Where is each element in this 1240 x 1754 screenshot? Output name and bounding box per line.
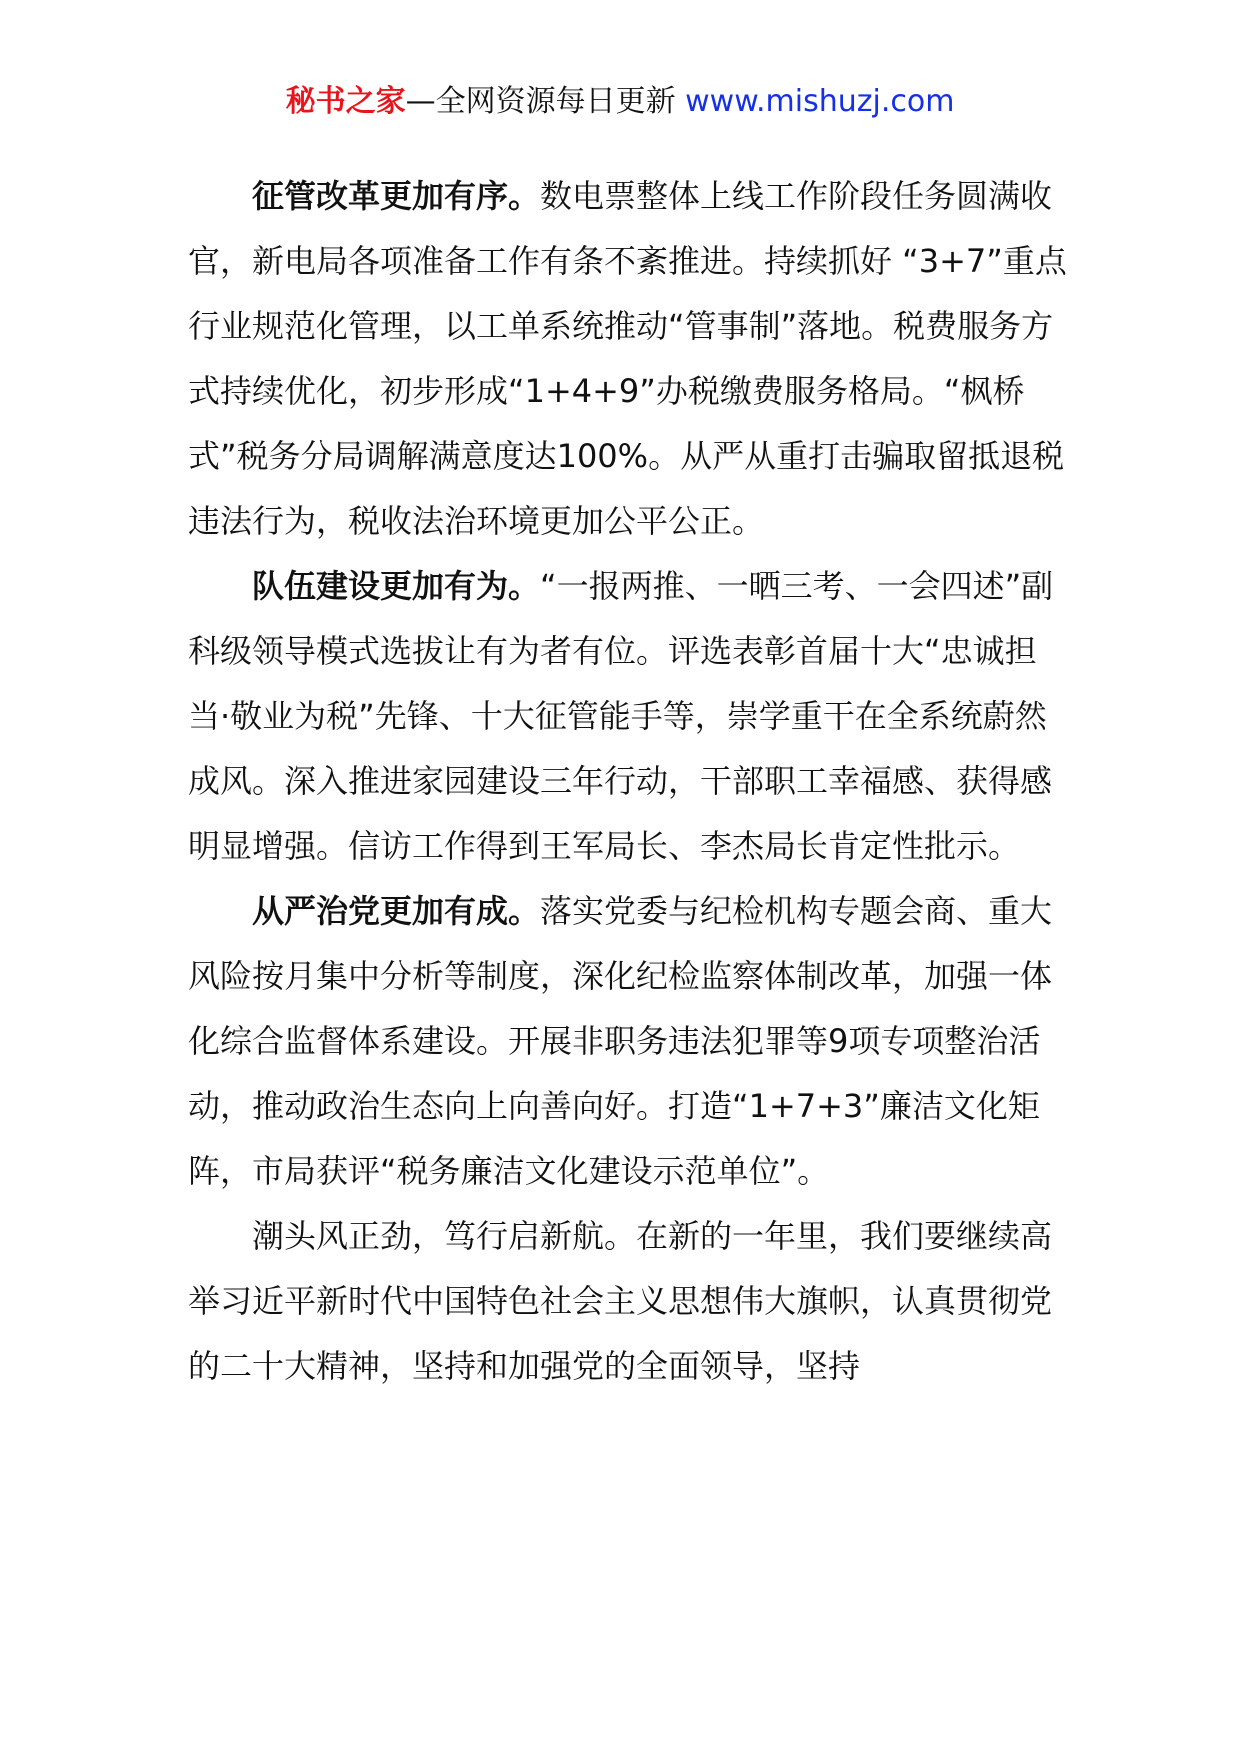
paragraph-text: 落实党委与纪检机构专题会商、重大风险按月集中分析等制度，深化纪检监察体制改革，加强一体化综合监督体系建设。开展非职务违法犯罪等9项专项整治活动，推动政治生态向上向善向好。打造“1+7+3”廉洁文化矩阵，市局获评“税务廉洁文化建设示范单位”。 <box>188 892 1053 1190</box>
paragraph-collection-reform <box>188 164 1068 554</box>
paragraph-text: 潮头风正劲，笃行启新航。在新的一年里，我们要继续高举习近平新时代中国特色社会主义思想伟大旗帜，认真贯彻党的二十大精神，坚持和加强党的全面领导，坚持 <box>188 1217 1053 1385</box>
paragraph-text: 数电票整体上线工作阶段任务圆满收官，新电局各项准备工作有条不紊推进。持续抓好 “3+7”重点行业规范化管理，以工单系统推动“管事制”落地。税费服务方式持续优化，初步形成“1+4+9”办税缴费服务格局。“枫桥式”税务分局调解满意度达100%。从严从重打击骗取留抵退税违法行为，税收法治环境更加公平公正。 <box>188 177 1067 540</box>
paragraph-party-discipline <box>188 879 1068 1204</box>
paragraph-team-building <box>188 554 1068 879</box>
document-body <box>188 164 1068 1399</box>
paragraph-heading: 队伍建设更加有为。 <box>252 567 541 605</box>
header-tagline: —全网资源每日更新 <box>405 84 676 119</box>
page-header <box>0 82 1240 122</box>
brand-name: 秘书之家 <box>285 84 406 119</box>
paragraph-text: “一报两推、一晒三考、一会四述”副科级领导模式选拔让有为者有位。评选表彰首届十大“忠诚担当·敬业为税”先锋、十大征管能手等，崇学重干在全系统蔚然成风。深入推进家园建设三年行动，干部职工幸福感、获得感明显增强。信访工作得到王军局长、李杰局长肯定性批示。 <box>188 567 1054 865</box>
paragraph-heading: 从严治党更加有成。 <box>252 892 541 930</box>
paragraph-heading: 征管改革更加有序。 <box>252 177 541 215</box>
paragraph-outlook <box>188 1204 1068 1399</box>
site-link[interactable]: www.mishuzj.com <box>685 84 955 119</box>
